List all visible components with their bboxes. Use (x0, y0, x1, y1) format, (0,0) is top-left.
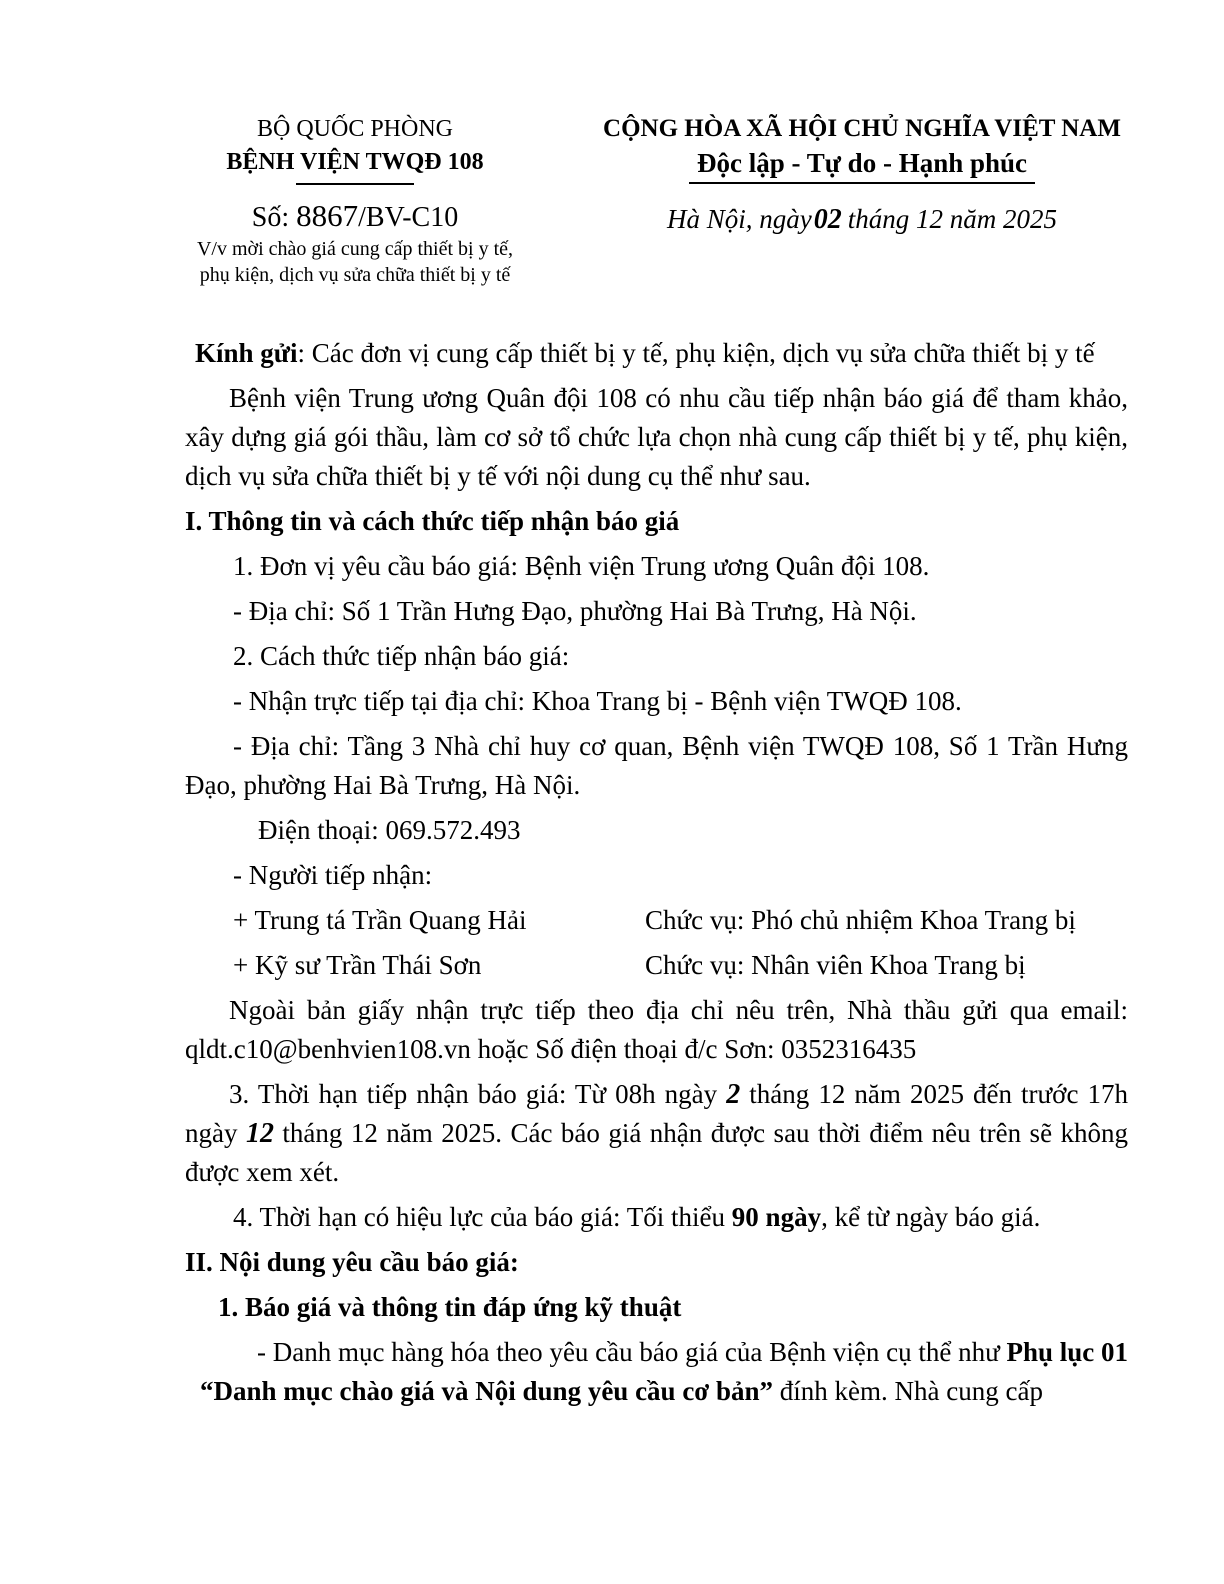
list-intro-paragraph (185, 1333, 1128, 1411)
document-number-label: Số: (251, 202, 290, 233)
section2-sub1-heading: 1. Báo giá và thông tin đáp ứng kỹ thuật (218, 1292, 682, 1322)
place-date-rest: tháng 12 năm 2025 (847, 204, 1057, 234)
intro-paragraph: Bệnh viện Trung ương Quân đội 108 có nhu cầu tiếp nhận báo giá để tham khảo, xây dựng giá gói thầu, làm cơ sở tổ chức lựa chọn nhà cung cấp thiết bị y tế, phụ kiện, dịch vụ sửa chữa thiết bị y tế với nội dung cụ thể như sau. (185, 383, 1128, 491)
receiver-role: Chức vụ: Phó chủ nhiệm Khoa Trang bị (645, 905, 1076, 935)
document-subject-line1: V/v mời chào giá cung cấp thiết bị y tế, (196, 238, 514, 260)
handwritten-date-day: 02 (813, 204, 842, 235)
deadline-paragraph (185, 1075, 1128, 1192)
receiver-role: Chức vụ: Nhân viên Khoa Trang bị (645, 950, 1026, 980)
section2-heading: II. Nội dung yêu cầu báo giá: (185, 1247, 519, 1277)
receiver-name: + Trung tá Trần Quang Hải (233, 905, 527, 935)
deadline-part1: 3. Thời hạn tiếp nhận báo giá: Từ 08h ngày (229, 1079, 727, 1109)
section1-item1: 1. Đơn vị yêu cầu báo giá: Bệnh viện Trung ương Quân đội 108. (233, 551, 930, 581)
list-intro-part2: đính kèm. Nhà cung cấp (773, 1376, 1043, 1406)
phone-line: Điện thoại: 069.572.493 (258, 815, 521, 845)
email-note-paragraph: Ngoài bản giấy nhận trực tiếp theo địa chỉ nêu trên, Nhà thầu gửi qua email: qldt.c10@benhvien108.vn hoặc Số điện thoại đ/c Sơn: 0352316435 (185, 995, 1128, 1064)
deadline-part3: tháng 12 năm 2025. Các báo giá nhận được sau thời điểm nêu trên sẽ không được xem xét. (185, 1118, 1129, 1187)
issuer-block (185, 112, 525, 288)
national-name-line: CỘNG HÒA XÃ HỘI CHỦ NGHĨA VIỆT NAM (603, 115, 1121, 142)
document-header (185, 112, 1128, 288)
salutation-label: Kính gửi (195, 338, 298, 368)
validity-paragraph (185, 1198, 1128, 1237)
receivers-label: - Người tiếp nhận: (233, 860, 433, 890)
salutation-line (185, 334, 1128, 373)
section1-item2: 2. Cách thức tiếp nhận báo giá: (233, 641, 570, 671)
document-number-line (185, 198, 525, 236)
document-body (185, 334, 1128, 1411)
section1-heading: I. Thông tin và cách thức tiếp nhận báo giá (185, 506, 680, 536)
deadline-part2: tháng 12 năm 2025 đến trước 17h ngày (185, 1079, 1128, 1148)
salutation-text: : Các đơn vị cung cấp thiết bị y tế, phụ kiện, dịch vụ sửa chữa thiết bị y tế (297, 338, 1095, 368)
validity-part2: , kể từ ngày báo giá. (821, 1202, 1041, 1232)
section1-item2-direct: - Nhận trực tiếp tại địa chỉ: Khoa Trang bị - Bệnh viện TWQĐ 108. (233, 686, 962, 716)
national-motto-line: Độc lập - Tự do - Hạnh phúc (689, 148, 1035, 184)
list-intro-part1: - Danh mục hàng hóa theo yêu cầu báo giá của Bệnh viện cụ thể như (257, 1337, 1007, 1367)
receiver-row-1 (185, 901, 1128, 940)
document-subject-line2: phụ kiện, dịch vụ sửa chữa thiết bị y tế (199, 264, 511, 286)
section1-item2-address: - Địa chỉ: Tầng 3 Nhà chỉ huy cơ quan, Bệnh viện TWQĐ 108, Số 1 Trần Hưng Đạo, phường Hai Bà Trưng, Hà Nội. (185, 731, 1128, 800)
document-number-suffix: /BV-C10 (358, 202, 459, 233)
handwritten-day-to: 12 (245, 1118, 274, 1149)
section1-item1-address: - Địa chỉ: Số 1 Trần Hưng Đạo, phường Hai Bà Trưng, Hà Nội. (233, 596, 917, 626)
place-date-prefix: Hà Nội, ngày (667, 204, 812, 234)
list-intro-emphasis: Phụ lục 01 “Danh mục chào giá và Nội dung yêu cầu cơ bản” (200, 1337, 1128, 1406)
issuer-underline (296, 183, 414, 185)
issuer-org-name: BỆNH VIỆN TWQĐ 108 (226, 149, 484, 175)
validity-emphasis: 90 ngày (731, 1202, 822, 1232)
place-date-line (596, 204, 1128, 236)
national-motto-wrap (596, 148, 1128, 184)
receiver-name: + Kỹ sư Trần Thái Sơn (233, 950, 482, 980)
receiver-row-2 (185, 946, 1128, 985)
document-number-value: 8867 (296, 198, 359, 233)
national-header-block (596, 112, 1128, 236)
issuer-parent-org: BỘ QUỐC PHÒNG (256, 116, 454, 142)
validity-part1: 4. Thời hạn có hiệu lực của báo giá: Tối thiểu (233, 1202, 732, 1232)
handwritten-day-from: 2 (726, 1079, 741, 1110)
